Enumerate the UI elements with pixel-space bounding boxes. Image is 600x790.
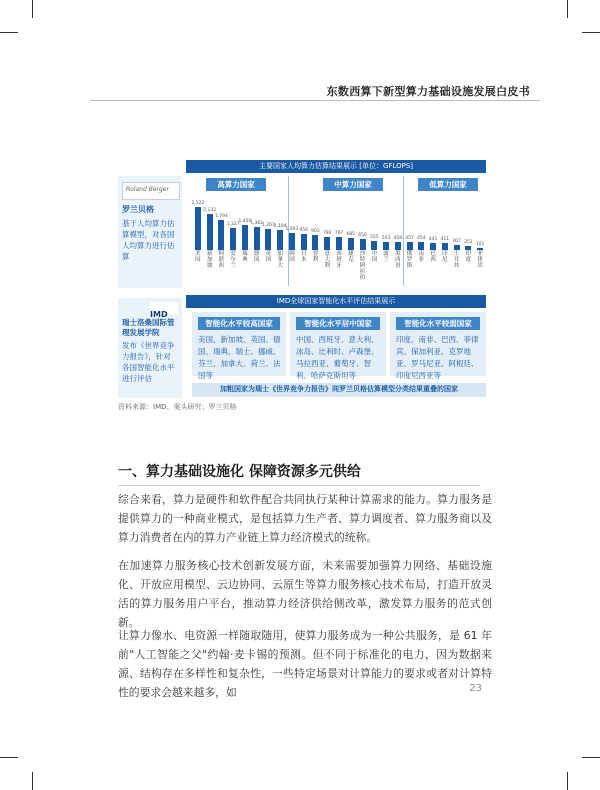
bar-0	[195, 207, 201, 250]
country-label-1: 新加坡	[206, 251, 213, 269]
header-rule	[90, 100, 540, 101]
bottom-side-box	[118, 298, 182, 398]
bar-7	[277, 230, 283, 250]
bar-3	[230, 228, 236, 250]
country-label-22: 土耳其	[453, 251, 460, 269]
bar-13	[348, 238, 354, 250]
paragraph-3: 让算力像水、电资源一样随取随用，使算力服务成为一种公共服务，是 61 年前"人工智能之父"约翰·麦卡锡的预测。但不同于标准化的电力，因为数据来源、结构存在多样性和复杂性，一些特定场景对计算能力的要求或者对计算特性的要求会越来越多，如	[118, 629, 492, 699]
country-label-7: 加拿大	[277, 251, 283, 269]
bar-value-label-23: 252	[464, 239, 473, 245]
country-label-3: 爱尔兰	[230, 251, 236, 269]
crop-mark-bottom-left-v	[32, 772, 33, 790]
country-label-10: 智利	[312, 251, 319, 263]
bar-value-label-21: 411	[440, 237, 450, 243]
bar-value-label-7: 1,194	[273, 223, 287, 229]
bar-11	[324, 237, 330, 250]
bar-chart	[192, 198, 486, 250]
bar-8	[289, 233, 295, 250]
crop-mark-top-right-h	[582, 32, 600, 33]
bar-21	[442, 243, 448, 250]
country-axis	[192, 251, 486, 287]
bar-value-label-1: 2,132	[203, 207, 217, 213]
country-label-0: 美国	[195, 251, 201, 263]
bar-value-label-5: 1,362	[250, 220, 264, 226]
crop-mark-bottom-right-v	[567, 772, 568, 790]
crop-mark-top-right-v	[567, 0, 568, 18]
bar-value-label-15: 555	[369, 234, 379, 240]
bar-20	[430, 243, 436, 250]
bar-value-label-2: 1,794	[214, 213, 228, 219]
bar-value-label-10: 903	[311, 228, 320, 234]
country-label-11: 意大利	[324, 251, 330, 269]
bar-19	[418, 242, 424, 250]
bar-12	[336, 237, 342, 250]
bar-9	[301, 234, 307, 250]
bar-value-label-24: 101	[475, 242, 485, 248]
bar-value-label-19: 454	[417, 236, 426, 242]
bar-5	[254, 227, 260, 250]
bottom-group-head-mid: 智能化水平居中国家	[296, 317, 380, 330]
paragraph-1: 综合来看，算力是硬件和软件配合共同执行某种计算需求的能力。算力服务是提供算力的一种商业模式，是包括算力生产者、算力调度者、算力服务商以及算力消费者在内的算力产业链上算力经济模式的统称。	[118, 493, 492, 544]
country-label-16: 波兰	[383, 251, 389, 263]
section-title: 一、算力基础设施化 保障资源多元供给	[118, 464, 361, 480]
country-label-8: 韩国	[289, 251, 295, 263]
bottom-group-head-low: 智能化水平较弱国家	[396, 317, 480, 330]
country-label-14: 沙特阿拉伯	[359, 251, 366, 281]
country-label-2: 阿联酋	[218, 251, 225, 269]
group-head-mid: 中算力国家	[323, 178, 383, 191]
imd-logo-text: IMD	[150, 310, 168, 319]
country-label-19: 南非	[418, 251, 425, 263]
country-label-15: 中国	[371, 251, 378, 263]
country-label-12: 西班牙	[336, 251, 342, 269]
section-rule	[118, 485, 480, 486]
bar-1	[207, 214, 213, 250]
top-side-text: 基于人均算力估算模型，对各国人均算力进行估算	[122, 219, 175, 261]
top-side-title: 罗兰贝格	[122, 205, 154, 214]
figure-mid-title: IMD全球国家智能化水平评估结果展示	[186, 295, 486, 308]
country-label-17: 墨西哥	[395, 251, 401, 269]
paragraph-2: 在加速算力服务核心技术创新发展方面，未来需要加强算力网络、基础设施化、开放应用模型、云边协同、云原生等算力服务核心技术布局，打造开放灵活的算力服务用户平台，推动算力经济供给侧改革，激发算力服务的范式创新。	[118, 559, 492, 629]
bar-value-label-8: 1,003	[285, 227, 299, 233]
country-label-18: 俄罗斯	[406, 251, 413, 269]
bar-value-label-3: 1,327	[226, 221, 240, 227]
bar-10	[312, 235, 318, 250]
bar-value-label-22: 307	[452, 238, 461, 244]
bar-value-label-16: 503	[381, 235, 391, 241]
bar-value-label-17: 458	[393, 236, 403, 242]
crop-mark-bottom-right-h	[582, 757, 600, 758]
bottom-group-text-mid: 中国、西班牙、意大利、冰岛、比利时、卢森堡、马拉西亚、葡萄牙、智利、哈萨克斯坦等	[296, 335, 379, 380]
page-number: 23	[469, 683, 482, 694]
group-head-high: 高算力国家	[206, 178, 266, 191]
crop-mark-bottom-left-h	[0, 757, 18, 758]
bar-value-label-0: 2,522	[191, 201, 205, 207]
figure-footnote: 加粗国家为瑞士《世界竞争力报告》同罗兰贝格估算模型分类结果重叠的国家	[220, 385, 458, 393]
bar-14	[360, 239, 366, 250]
bar-value-label-11: 790	[322, 230, 332, 236]
country-label-20: 巴西	[430, 251, 436, 263]
bar-18	[407, 242, 413, 250]
roland-berger-logo	[122, 182, 180, 200]
country-label-4: 瑞典	[242, 251, 248, 263]
crop-mark-top-left-h	[0, 32, 18, 33]
imd-logo	[150, 302, 178, 319]
country-label-21: 印尼	[442, 251, 448, 263]
bar-value-label-12: 767	[334, 231, 344, 237]
group-head-low: 低算力国家	[418, 178, 478, 191]
bar-6	[265, 229, 271, 250]
bar-24	[477, 248, 483, 250]
bar-value-label-20: 441	[428, 236, 438, 242]
bar-4	[242, 225, 248, 250]
bottom-side-title: 瑞士洛桑国际管理发展学院	[122, 318, 175, 337]
bottom-group-head-high: 智能化水平较高国家	[198, 317, 280, 330]
country-label-6: 英国	[265, 251, 272, 263]
bar-17	[395, 242, 401, 250]
country-label-13: 捷克	[347, 251, 354, 263]
bar-16	[383, 242, 389, 251]
country-label-9: 日本	[300, 251, 307, 263]
bar-value-label-4: 1,450	[238, 219, 252, 225]
bar-value-label-6: 1,263	[261, 222, 275, 228]
figure	[118, 154, 490, 400]
bottom-group-text-high: 美国、新加坡、英国、德国、瑞典、瑞士、挪威、芬兰、加拿大、荷兰、法国等	[198, 335, 281, 380]
bottom-side-text: 发布《世界竞争力报告》，针对各国智能化水平进行评估	[122, 341, 175, 383]
country-label-24: 菲律宾	[477, 251, 483, 269]
bar-15	[371, 241, 377, 250]
roland-berger-logo-text: Roland Berger	[126, 186, 169, 193]
figure-source: 资料来源：IMD、案头研究；罗兰贝格	[118, 403, 237, 411]
country-label-5: 德国	[253, 251, 260, 263]
bar-value-label-14: 650	[358, 233, 367, 238]
bar-value-label-9: 956	[299, 227, 309, 233]
bar-22	[454, 245, 460, 250]
country-label-23: 印度	[465, 251, 472, 263]
crop-mark-top-left-v	[32, 0, 33, 18]
bar-value-label-13: 685	[346, 232, 356, 238]
running-header-title: 东数西算下新型算力基础设施发展白皮书	[326, 85, 530, 98]
top-side-box	[118, 176, 182, 288]
bottom-group-text-low: 印度、南非、巴西、菲律宾、保加利亚、克罗地亚、罗马尼亚、阿根廷、印度尼西亚等	[396, 335, 479, 380]
figure-top-title: 主要国家人均算力估算结果展示 [单位：GFLOPS]	[186, 160, 486, 173]
bar-value-label-18: 457	[405, 236, 414, 242]
